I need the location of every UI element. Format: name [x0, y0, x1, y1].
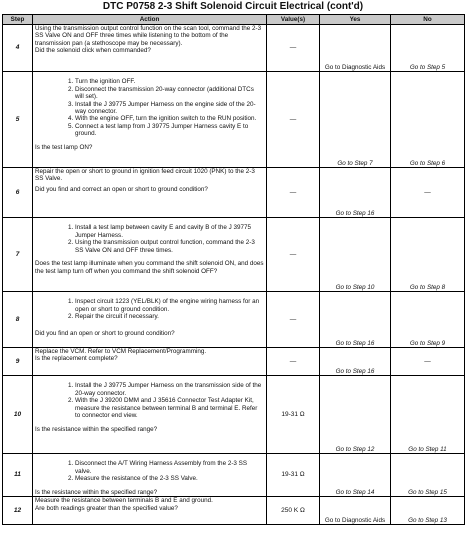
header-action: Action	[33, 15, 267, 25]
table-row	[3, 348, 465, 376]
action-item: 1. Disconnect the A/T Wiring Harness Assembly from the 2-3 SS valve.	[75, 460, 264, 475]
header-step: Step	[3, 15, 33, 25]
question-text: Is the test lamp ON?	[35, 143, 93, 151]
step-number: 9	[3, 348, 33, 376]
table-row	[3, 218, 465, 292]
step-number: 4	[3, 25, 33, 72]
action-line: and ground.	[179, 497, 213, 505]
table-row	[3, 376, 465, 454]
action-item: 1. Install a test lamp between cavity E and cavity B of the J 39775 Jumper Harness.	[75, 224, 264, 239]
action-cell	[33, 218, 267, 292]
table-row	[3, 454, 465, 497]
question-text: Did you find an open or short to ground condition?	[35, 329, 175, 337]
value-cell: —	[267, 168, 320, 218]
header-yes: Yes	[320, 15, 391, 25]
no-cell: Go to Step 11	[391, 376, 465, 454]
action-item: 1. Turn the ignition OFF.	[75, 78, 264, 85]
action-item: 5. Connect a test lamp from J 39775 Jumper Harness cavity E to ground.	[75, 123, 264, 138]
yes-cell: Go to Step 7	[320, 72, 391, 168]
no-cell: —	[391, 348, 465, 376]
table-row	[3, 497, 465, 525]
yes-cell: Go to Step 16	[320, 292, 391, 348]
action-cell	[33, 454, 267, 497]
action-line: Refer to VCM Replacement/Programming.	[87, 348, 207, 355]
no-cell: Go to Step 9	[391, 292, 465, 348]
table-row	[3, 25, 465, 72]
action-item: 2. Measure the resistance of the 2-3 SS Valve.	[75, 475, 264, 482]
yes-cell: Go to Diagnostic Aids	[320, 25, 391, 72]
page-title: DTC P0758 2-3 Shift Solenoid Circuit Electrical (cont'd)	[102, 1, 364, 12]
step-number: 7	[3, 218, 33, 292]
table-row	[3, 168, 465, 218]
yes-cell: Go to Diagnostic Aids	[320, 497, 391, 525]
action-item: 2. With the J 39200 DMM and J 35616 Connector Test Adapter Kit, measure the resistance between terminal B and terminal E. Refer to connector end view.	[75, 397, 264, 419]
action-cell	[33, 25, 267, 72]
action-cell	[33, 376, 267, 454]
question-text: Is the resistance within the specified range?	[35, 488, 158, 496]
question-text: Does the test lamp illuminate when you command the shift solenoid ON, and does the test lamp turn off when you command the shift solenoid OFF?	[35, 260, 264, 275]
value-cell: —	[267, 292, 320, 348]
yes-cell: Go to Step 14	[320, 454, 391, 497]
action-line: pan (a stethoscope may be necessary).	[72, 39, 183, 47]
header-value: Value(s)	[267, 15, 320, 25]
value-cell: —	[267, 25, 320, 72]
question-text: Did the solenoid click when commanded?	[35, 47, 151, 55]
yes-cell: Go to Step 12	[320, 376, 391, 454]
no-cell: Go to Step 6	[391, 72, 465, 168]
step-number: 6	[3, 168, 33, 218]
step-number: 5	[3, 72, 33, 168]
question-text: Did you find and correct an open or short to ground condition?	[35, 185, 208, 193]
step-number: 8	[3, 292, 33, 348]
table-row	[3, 72, 465, 168]
question-text: Is the replacement complete?	[35, 355, 118, 363]
step-number: 10	[3, 376, 33, 454]
no-cell: Go to Step 15	[391, 454, 465, 497]
action-item: 1. Install the J 39775 Jumper Harness on the transmission side of the 20-way connector.	[75, 382, 264, 397]
value-cell: —	[267, 348, 320, 376]
header-no: No	[391, 15, 465, 25]
no-cell: —	[391, 168, 465, 218]
value-cell: 19-31 Ω	[267, 376, 320, 454]
table-header-row	[3, 15, 465, 25]
action-line: Measure the resistance between terminals B and E	[35, 497, 178, 505]
yes-cell: Go to Step 16	[320, 168, 391, 218]
value-cell: 250 K Ω	[267, 497, 320, 525]
action-cell	[33, 292, 267, 348]
action-item: 2. Disconnect the transmission 20-way connector (additional DTCs will set).	[75, 86, 264, 101]
action-cell	[33, 497, 267, 525]
action-line: times while listening to the bottom of the transmission	[35, 32, 229, 47]
no-cell: Go to Step 13	[391, 497, 465, 525]
action-line: Replace the VCM.	[35, 348, 87, 355]
action-line: Repair the open or short to ground in ignition feed	[35, 168, 174, 175]
action-cell	[33, 72, 267, 168]
action-item: 3. Install the J 39775 Jumper Harness on the engine side of the 20-way connector.	[75, 101, 264, 116]
question-text: Is the resistance within the specified range?	[35, 425, 158, 433]
action-cell	[33, 348, 267, 376]
diagnostic-table	[2, 14, 465, 525]
yes-cell: Go to Step 16	[320, 348, 391, 376]
action-line: circuit 1020 (PNK) to the 2-3 SS Valve.	[35, 168, 255, 183]
value-cell: 19-31 Ω	[267, 454, 320, 497]
action-cell	[33, 168, 267, 218]
yes-cell: Go to Step 10	[320, 218, 391, 292]
action-line: Using the transmission output control function on the	[35, 25, 182, 32]
question-text: Are both readings greater than the specified value?	[35, 504, 178, 512]
action-line: scan tool, command the 2-3 SS Valve ON and OFF three	[35, 25, 262, 40]
value-cell: —	[267, 218, 320, 292]
step-number: 11	[3, 454, 33, 497]
no-cell: Go to Step 5	[391, 25, 465, 72]
no-cell: Go to Step 8	[391, 218, 465, 292]
value-cell: —	[267, 72, 320, 168]
action-item: 1. Inspect circuit 1223 (YEL/BLK) of the engine wiring harness for an open or short to ground condition.	[75, 298, 264, 313]
action-item: 2. Using the transmission output control function, command the 2-3 SS Valve ON and OFF three times.	[75, 239, 264, 254]
action-item: 2. Repair the circuit if necessary.	[75, 313, 264, 320]
table-row	[3, 292, 465, 348]
step-number: 12	[3, 497, 33, 525]
action-item: 4. With the engine OFF, turn the ignition switch to the RUN position.	[75, 115, 264, 122]
